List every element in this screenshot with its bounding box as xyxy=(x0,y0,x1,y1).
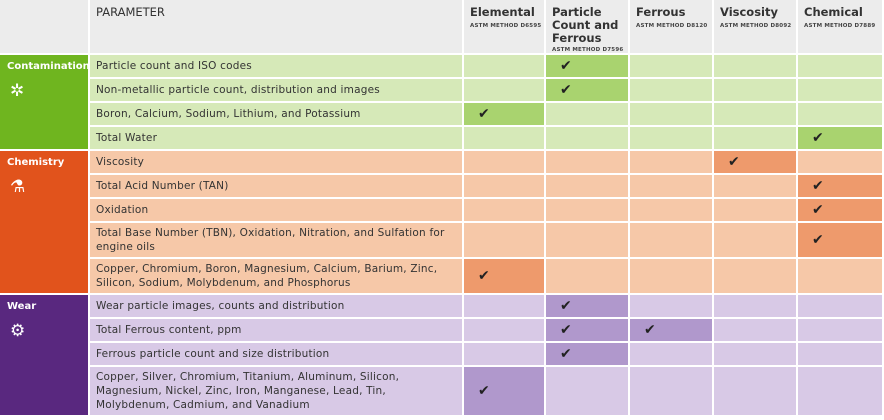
empty-cell xyxy=(630,151,712,173)
checked-cell xyxy=(546,79,628,101)
parameter-label: Copper, Chromium, Boron, Magnesium, Calcium, Barium, Zinc, Silicon, Sodium, Molybdenum, and Phosphorus xyxy=(90,259,462,293)
checkmark-icon: ✔ xyxy=(478,268,490,284)
empty-cell xyxy=(714,175,796,197)
table-row xyxy=(0,127,882,149)
empty-cell xyxy=(630,127,712,149)
parameter-label: Ferrous particle count and size distribution xyxy=(90,343,462,365)
table-row xyxy=(0,295,882,317)
empty-cell xyxy=(630,55,712,77)
empty-cell xyxy=(464,199,544,221)
empty-cell xyxy=(546,367,628,415)
empty-cell xyxy=(798,103,882,125)
column-header-particle-count xyxy=(546,0,628,53)
column-name: Particle Count and Ferrous xyxy=(552,5,619,45)
astm-method: ASTM METHOD D7889 xyxy=(804,23,876,29)
checked-cell xyxy=(798,199,882,221)
checkmark-icon: ✔ xyxy=(812,232,824,248)
empty-cell xyxy=(798,259,882,293)
empty-cell xyxy=(464,175,544,197)
astm-method: ASTM METHOD D8120 xyxy=(636,23,708,29)
checkmark-icon: ✔ xyxy=(560,346,572,362)
empty-cell xyxy=(464,343,544,365)
parameter-label: Non-metallic particle count, distribution and images xyxy=(90,79,462,101)
parameter-label: Total Base Number (TBN), Oxidation, Nitration, and Sulfation for engine oils xyxy=(90,223,462,257)
table-row xyxy=(0,103,882,125)
empty-cell xyxy=(546,175,628,197)
empty-cell xyxy=(714,127,796,149)
table-row xyxy=(0,367,882,415)
checked-cell xyxy=(714,151,796,173)
checked-cell xyxy=(546,343,628,365)
checkmark-icon: ✔ xyxy=(812,178,824,194)
empty-cell xyxy=(630,79,712,101)
column-name: Viscosity xyxy=(720,5,778,19)
table-row xyxy=(0,55,882,77)
empty-cell xyxy=(464,223,544,257)
column-header-ferrous xyxy=(630,0,712,53)
parameter-label: Total Acid Number (TAN) xyxy=(90,175,462,197)
column-name: Elemental xyxy=(470,5,535,19)
table-row xyxy=(0,343,882,365)
category-label: Wear xyxy=(7,301,37,312)
empty-cell xyxy=(798,55,882,77)
parameter-header-label: PARAMETER xyxy=(96,5,165,19)
empty-cell xyxy=(714,259,796,293)
empty-cell xyxy=(464,55,544,77)
empty-cell xyxy=(714,223,796,257)
droplet-splash-icon: ✲ xyxy=(10,81,25,101)
empty-cell xyxy=(714,103,796,125)
empty-cell xyxy=(546,127,628,149)
parameter-label: Oxidation xyxy=(90,199,462,221)
column-header-elemental xyxy=(464,0,544,53)
checked-cell xyxy=(798,127,882,149)
parameter-label: Total Ferrous content, ppm xyxy=(90,319,462,341)
checkmark-icon: ✔ xyxy=(560,58,572,74)
empty-cell xyxy=(630,343,712,365)
empty-cell xyxy=(714,295,796,317)
table-row xyxy=(0,319,882,341)
parameter-label: Boron, Calcium, Sodium, Lithium, and Potassium xyxy=(90,103,462,125)
empty-cell xyxy=(630,223,712,257)
checked-cell xyxy=(464,367,544,415)
checkmark-icon: ✔ xyxy=(644,322,656,338)
astm-method: ASTM METHOD D6595 xyxy=(470,23,542,29)
checked-cell xyxy=(546,55,628,77)
category-chemistry xyxy=(0,151,88,293)
gear-icon: ⚙ xyxy=(10,321,26,341)
empty-cell xyxy=(714,367,796,415)
empty-cell xyxy=(630,175,712,197)
checked-cell xyxy=(464,259,544,293)
checked-cell xyxy=(798,223,882,257)
parameter-header xyxy=(90,0,462,53)
empty-cell xyxy=(630,295,712,317)
parameter-label: Viscosity xyxy=(90,151,462,173)
checked-cell xyxy=(798,175,882,197)
flask-icon: ⚗ xyxy=(10,177,26,197)
empty-cell xyxy=(798,367,882,415)
category-label: Chemistry xyxy=(7,157,65,168)
empty-cell xyxy=(546,103,628,125)
empty-cell xyxy=(464,151,544,173)
column-header-viscosity xyxy=(714,0,796,53)
checkmark-icon: ✔ xyxy=(478,106,490,122)
empty-cell xyxy=(630,367,712,415)
empty-cell xyxy=(714,79,796,101)
checked-cell xyxy=(464,103,544,125)
category-wear xyxy=(0,295,88,415)
astm-method: ASTM METHOD D7596 xyxy=(552,47,624,53)
column-name: Ferrous xyxy=(636,5,686,19)
empty-cell xyxy=(546,199,628,221)
checkmark-icon: ✔ xyxy=(812,202,824,218)
empty-cell xyxy=(464,79,544,101)
checkmark-icon: ✔ xyxy=(560,298,572,314)
empty-cell xyxy=(714,199,796,221)
parameter-label: Wear particle images, counts and distribution xyxy=(90,295,462,317)
empty-cell xyxy=(798,343,882,365)
empty-cell xyxy=(464,127,544,149)
empty-cell xyxy=(546,151,628,173)
checkmark-icon: ✔ xyxy=(560,322,572,338)
parameter-label: Particle count and ISO codes xyxy=(90,55,462,77)
header-row xyxy=(0,0,882,53)
empty-cell xyxy=(798,319,882,341)
checkmark-icon: ✔ xyxy=(478,383,490,399)
category-contamination xyxy=(0,55,88,149)
empty-cell xyxy=(714,319,796,341)
checkmark-icon: ✔ xyxy=(560,82,572,98)
empty-cell xyxy=(464,295,544,317)
empty-cell xyxy=(630,259,712,293)
empty-cell xyxy=(798,79,882,101)
header-corner xyxy=(0,0,88,53)
parameter-label: Copper, Silver, Chromium, Titanium, Aluminum, Silicon, Magnesium, Nickel, Zinc, Iron, Manganese, Lead, Tin, Molybdenum, Cadmium, and Vanadium xyxy=(90,367,462,415)
empty-cell xyxy=(714,343,796,365)
empty-cell xyxy=(798,295,882,317)
astm-method: ASTM METHOD D8092 xyxy=(720,23,792,29)
table-row xyxy=(0,79,882,101)
checked-cell xyxy=(630,319,712,341)
empty-cell xyxy=(714,55,796,77)
empty-cell xyxy=(630,103,712,125)
empty-cell xyxy=(464,319,544,341)
checkmark-icon: ✔ xyxy=(728,154,740,170)
table-row xyxy=(0,259,882,293)
checked-cell xyxy=(546,319,628,341)
empty-cell xyxy=(630,199,712,221)
column-name: Chemical xyxy=(804,5,863,19)
table-row xyxy=(0,175,882,197)
table-row xyxy=(0,199,882,221)
table-row xyxy=(0,223,882,257)
table-row xyxy=(0,151,882,173)
empty-cell xyxy=(546,259,628,293)
checked-cell xyxy=(546,295,628,317)
parameter-label: Total Water xyxy=(90,127,462,149)
empty-cell xyxy=(546,223,628,257)
category-label: Contamination xyxy=(7,61,90,72)
column-header-chemical xyxy=(798,0,882,53)
empty-cell xyxy=(798,151,882,173)
checkmark-icon: ✔ xyxy=(812,130,824,146)
